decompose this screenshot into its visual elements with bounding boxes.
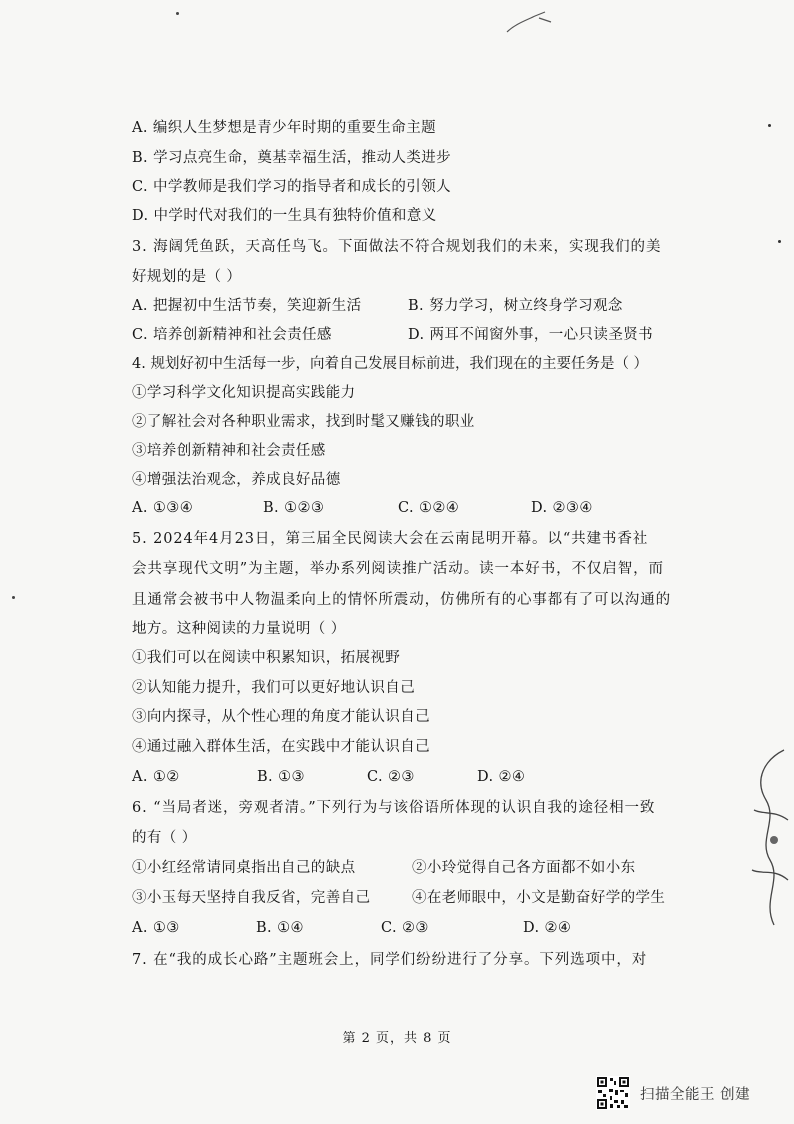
- q3-option-a: A. 把握初中生活节奏，笑迎新生活: [132, 298, 362, 314]
- q6-option-c: C. ②③: [381, 920, 429, 936]
- q4-option-a: A. ①③④: [132, 500, 194, 516]
- q5-option-c: C. ②③: [367, 769, 415, 785]
- q6-stem-line2: 的有（ ）: [132, 830, 197, 846]
- q4-options: [132, 498, 593, 518]
- q5-statement-2: ②认知能力提升，我们可以更好地认识自己: [132, 680, 416, 696]
- q5-stem-line3: 且通常会被书中人物温柔向上的情怀所震动，仿佛所有的心事都有了可以沟通的: [132, 592, 671, 608]
- q5-stem-line2: 会共享现代文明”为主题，举办系列阅读推广活动。读一本好书，不仅启智，而: [132, 561, 664, 577]
- q4-option-b: B. ①②③: [263, 500, 325, 516]
- q5-statement-1: ①我们可以在阅读中积累知识，拓展视野: [132, 650, 401, 666]
- q6-option-b: B. ①④: [256, 920, 304, 936]
- q6-option-a: A. ①③: [132, 920, 180, 936]
- scan-artifact-right: [744, 740, 794, 940]
- q5-statement-3: ③向内探寻，从个性心理的角度才能认识自己: [132, 709, 430, 725]
- q3-options-row1: [132, 296, 623, 316]
- q4-option-c: C. ①②④: [398, 500, 460, 516]
- qr-code-icon: [596, 1076, 630, 1110]
- q2-option-d: D. 中学时代对我们的一生具有独特价值和意义: [132, 208, 437, 224]
- q6-statement-4: ④在老师眼中，小文是勤奋好学的学生: [412, 890, 666, 906]
- q5-option-d: D. ②④: [477, 769, 526, 785]
- q3-stem-line1: 3. 海阔凭鱼跃，天高任鸟飞。下面做法不符合规划我们的未来，实现我们的美: [132, 239, 662, 255]
- q7-stem-line1: 7. 在“我的成长心路”主题班会上，同学们纷纷进行了分享。下列选项中，对: [132, 952, 648, 968]
- q6-statement-3: ③小玉每天坚持自我反省，完善自己: [132, 890, 371, 906]
- q5-stem-line4: 地方。这种阅读的力量说明（ ）: [132, 621, 346, 637]
- q6-statement-1: ①小红经常请同桌指出自己的缺点: [132, 860, 356, 876]
- q3-option-d: D. 两耳不闻窗外事，一心只读圣贤书: [408, 327, 654, 343]
- q2-option-b: B. 学习点亮生命，奠基幸福生活，推动人类进步: [132, 150, 452, 166]
- q2-option-c: C. 中学教师是我们学习的指导者和成长的引领人: [132, 179, 451, 195]
- q3-option-c: C. 培养创新精神和社会责任感: [132, 327, 332, 343]
- speck-3: [12, 596, 15, 599]
- q4-statement-4: ④增强法治观念，养成良好品德: [132, 472, 341, 488]
- scanner-watermark: [596, 1073, 750, 1113]
- q5-option-b: B. ①③: [257, 769, 305, 785]
- q6-statements-row1: [132, 858, 636, 878]
- q6-options: [132, 918, 571, 938]
- q5-stem-line1: 5. 2024年4月23日，第三届全民阅读大会在云南昆明开幕。以“共建书香社: [132, 531, 649, 547]
- q6-stem-line1: 6. “当局者迷，旁观者清。”下列行为与该俗语所体现的认识自我的途径相一致: [132, 800, 656, 816]
- q6-statements-row2: [132, 888, 665, 908]
- q3-stem-line2: 好规划的是（ ）: [132, 269, 242, 285]
- q5-option-a: A. ①②: [132, 769, 180, 785]
- speck-1: [768, 124, 771, 127]
- watermark-text: 扫描全能王 创建: [640, 1086, 751, 1103]
- q4-option-d: D. ②③④: [531, 500, 593, 516]
- q5-statement-4: ④通过融入群体生活，在实践中才能认识自己: [132, 739, 430, 755]
- q2-option-a: A. 编织人生梦想是青少年时期的重要生命主题: [132, 120, 436, 136]
- q4-stem: 4. 规划好初中生活每一步，向着自己发展目标前进，我们现在的主要任务是（ ）: [132, 356, 649, 372]
- q3-option-b: B. 努力学习，树立终身学习观念: [408, 298, 623, 314]
- q3-options-row2: [132, 325, 653, 345]
- speck-4: [176, 12, 179, 15]
- scan-artifact-top: [505, 8, 555, 36]
- speck-2: [778, 240, 781, 243]
- q4-statement-2: ②了解社会对各种职业需求，找到时髦又赚钱的职业: [132, 414, 475, 430]
- q5-options: [132, 767, 525, 787]
- q4-statement-1: ①学习科学文化知识提高实践能力: [132, 385, 356, 401]
- q6-statement-2: ②小玲觉得自己各方面都不如小东: [412, 860, 636, 876]
- q6-option-d: D. ②④: [523, 920, 572, 936]
- q4-statement-3: ③培养创新精神和社会责任感: [132, 443, 326, 459]
- page-footer: 第 2 页，共 8 页: [342, 1031, 452, 1046]
